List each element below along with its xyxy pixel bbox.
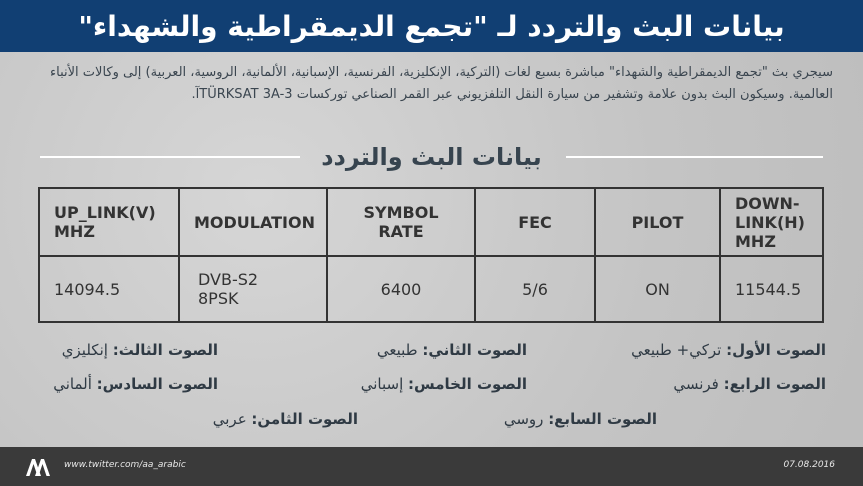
footer-bar <box>0 447 863 486</box>
publish-date: 07.08.2016 <box>783 460 835 470</box>
col-header-symbol-rate: SYMBOL RATE <box>327 188 475 256</box>
audio-channel-6: الصوت السادس: ألماني <box>53 375 218 393</box>
col-header-downlink: DOWN-LINK(H) MHZ <box>720 188 823 256</box>
page-header <box>0 0 863 52</box>
aa-logo-icon <box>22 456 54 478</box>
audio-channel-4: الصوت الرابع: فرنسي <box>673 375 826 393</box>
section-title <box>0 137 863 177</box>
page-title: بيانات البث والتردد لـ "تجمع الديمقراطية والشهداء" <box>78 9 785 43</box>
cell-fec: 5/6 <box>475 256 595 322</box>
cell-modulation: DVB-S2 8PSK <box>179 256 327 322</box>
intro-paragraph: سيجري بث "تجمع الديمقراطية والشهداء" مباشرة بسبع لغات (التركية، الإنكليزية، الفرنسية، الإسبانية، الألمانية، الروسية، العربية) إلى وكالات الأنباء العالمية. وسيكون البث بدون علامة وتشفير من سيارة النقل التلفزيوني عبر القمر الصناعي توركسات TÜRKSAT 3A-3آ. <box>50 65 833 102</box>
col-header-modulation: MODULATION <box>179 188 327 256</box>
col-header-fec: FEC <box>475 188 595 256</box>
audio-channel-8: الصوت الثامن: عربي <box>212 410 358 428</box>
col-header-uplink: UP_LINK(V) MHZ <box>39 188 179 256</box>
cell-pilot: ON <box>595 256 720 322</box>
cell-downlink: 11544.5 <box>720 256 823 322</box>
audio-channel-5: الصوت الخامس: إسباني <box>360 375 527 393</box>
audio-channel-7: الصوت السابع: روسي <box>503 410 657 428</box>
frequency-table <box>38 187 824 323</box>
section-title-text: بيانات البث والتردد <box>321 143 542 171</box>
cell-symbol-rate: 6400 <box>327 256 475 322</box>
audio-channel-1: الصوت الأول: تركي+ طبيعي <box>631 341 826 359</box>
table-row <box>39 256 823 322</box>
table-header-row <box>39 188 823 256</box>
twitter-link[interactable]: www.twitter.com/aa_arabic <box>64 460 186 470</box>
cell-uplink: 14094.5 <box>39 256 179 322</box>
audio-channel-2: الصوت الثاني: طبيعي <box>376 341 527 359</box>
col-header-pilot: PILOT <box>595 188 720 256</box>
audio-channel-3: الصوت الثالث: إنكليزي <box>61 341 218 359</box>
